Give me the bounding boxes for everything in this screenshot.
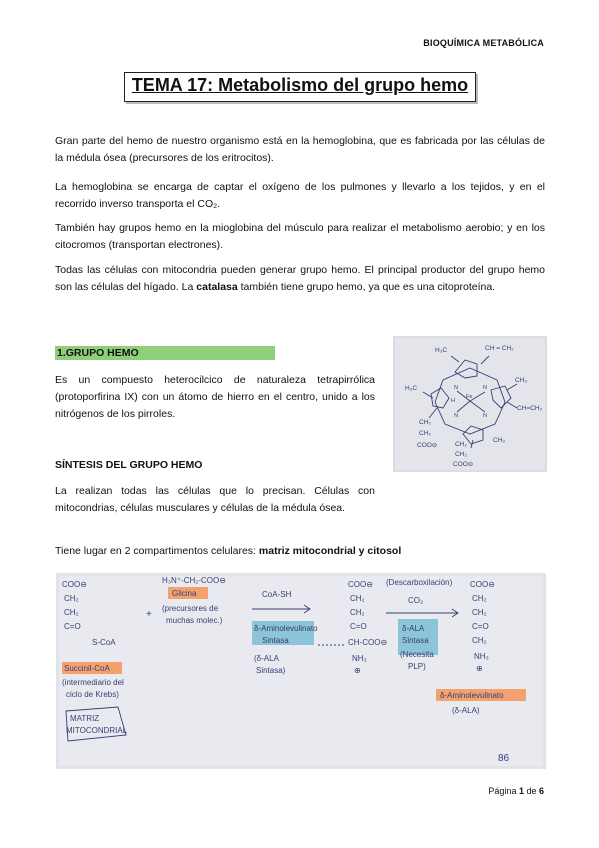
succinyl-line-2: CH₂	[64, 594, 79, 603]
intro-paragraph-4	[55, 262, 545, 296]
label-coo-a: COO⊖	[417, 442, 438, 449]
compartments-text	[55, 543, 545, 560]
page-title: TEMA 17: Metabolismo del grupo hemo	[131, 75, 469, 95]
compartments-prefix: Tiene lugar en 2 compartimentos celulares:	[55, 545, 259, 557]
glycine-name: Glicina	[172, 589, 197, 598]
succinyl-line-1: COO⊖	[62, 580, 87, 589]
intermediate-line-3: CH₂	[350, 608, 365, 617]
section-text: Es un compuesto heterocilcico de naturaleza tetrapirrólica (protoporfirina IX) con un átomo de hierro en el centro, unido a los nitrógenos de los pirroles.	[55, 374, 375, 420]
section-title: 1.GRUPO HEMO	[57, 347, 139, 359]
label-h: H	[451, 398, 455, 404]
label-vinyl-top: CH = CH₂	[485, 345, 514, 352]
footer-prefix: Página	[488, 786, 519, 796]
glycine-note-2: muchas molec.)	[166, 616, 223, 625]
label-ch2-a: CH₂	[419, 419, 431, 426]
coa-sh-label: CoA-SH	[262, 590, 292, 599]
glycine-note-1: (precursores de	[162, 604, 219, 613]
label-n3: N	[454, 413, 458, 419]
label-vinyl-right: CH=CH₂	[517, 405, 543, 412]
intro-text-a: Todas las células con mitocondria pueden generar grupo hemo. El principal productor del grupo hemo son las células del hígado. La	[55, 264, 545, 293]
product-line-3: CH₂	[472, 608, 487, 617]
enzyme2-note-1: (Necesita	[400, 650, 434, 659]
intro-text-b: también tiene grupo hemo, ya que es una citoproteína.	[237, 281, 496, 293]
header-subject: BIOQUÍMICA METABÓLICA	[423, 38, 544, 48]
succinyl-line-5: S-CoA	[92, 638, 116, 647]
label-n2: N	[483, 385, 487, 391]
enzyme1-abbr-2: Sintasa)	[256, 666, 286, 675]
synthesis-pathway-image	[56, 573, 546, 769]
label-ch3-right: CH₃	[515, 377, 528, 384]
synthesis-text: La realizan todas las células que lo precisan. Células con mitocondrias, células musculares y células de la médula ósea.	[55, 485, 375, 514]
label-ch2-c: CH₂	[455, 441, 467, 448]
label-n1: N	[454, 385, 458, 391]
intermediate-line-2: CH₂	[350, 594, 365, 603]
product-line-6: NH₃	[474, 652, 489, 661]
footer-current: 1	[518, 786, 524, 796]
footer-middle: de	[523, 786, 539, 796]
page-number-sketch: 86	[498, 753, 510, 764]
footer-total: 6	[538, 786, 544, 796]
succinyl-note-1: (intermediario del	[62, 678, 124, 687]
label-ch2-d: CH₂	[455, 451, 467, 458]
product-abbr: (δ-ALA)	[452, 706, 480, 715]
plus-sign: +	[146, 609, 152, 620]
paper-inner	[395, 338, 545, 470]
co2-label: CO₂	[408, 596, 424, 605]
succinyl-name: Succinil-CoA	[64, 664, 110, 673]
label-n4: N	[483, 413, 487, 419]
compartment-line-1: MATRIZ	[70, 714, 100, 723]
intro-paragraph-2: La hemoglobina se encarga de captar el oxígeno de los pulmones y llevarlo a los tejidos, y en el recorrido inverso transporta el CO₂.	[55, 181, 545, 210]
product-line-4: C=O	[472, 622, 489, 631]
paper-inner-2	[59, 576, 543, 766]
label-ch3-bottom: CH₃	[493, 437, 506, 444]
product-line-2: CH₂	[472, 594, 487, 603]
enzyme2-line-2: Sintasa	[402, 636, 429, 645]
enzyme2-line-1: δ-ALA	[402, 624, 425, 633]
enzyme2-note-2: PLP)	[408, 662, 426, 671]
intermediate-line-4: C=O	[350, 622, 367, 631]
compartments-bold: matriz mitocondrial y citosol	[258, 545, 402, 557]
product-line-5: CH₂	[472, 636, 487, 645]
catalasa-term: catalasa	[196, 281, 238, 293]
product-line-7: ⊕	[476, 664, 483, 673]
intro-paragraph-3: También hay grupos hemo en la mioglobina del músculo para realizar el metabolismo aerobio; y en los citocromos (transportan electrones).	[55, 222, 545, 251]
decarboxylation-label: (Descarboxilación)	[386, 578, 453, 587]
glycine-formula: H₃N⁺-CH₂-COO⊖	[162, 576, 226, 585]
label-h3c-left: H₃C	[405, 385, 418, 392]
enzyme1-abbr-1: (δ-ALA	[254, 654, 279, 663]
synthesis-title: SÍNTESIS DEL GRUPO HEMO	[55, 459, 203, 471]
label-ch2-b: CH₂	[419, 430, 431, 437]
intermediate-line-5: CH-COO⊖	[348, 638, 388, 647]
succinyl-note-2: ciclo de Krebs)	[66, 690, 119, 699]
succinyl-line-4: C=O	[64, 622, 81, 631]
heme-structure-image	[393, 336, 547, 472]
intermediate-line-7: ⊕	[354, 666, 361, 675]
product-line-1: COO⊖	[470, 580, 495, 589]
label-h3c-top: H₃C	[435, 347, 448, 354]
label-coo-b: COO⊖	[453, 461, 474, 468]
intro-paragraph-1: Gran parte del hemo de nuestro organismo está en la hemoglobina, que es fabricada por las células de la médula ósea (precursores de los eritrocitos).	[55, 135, 545, 164]
compartment-line-2: MITOCONDRIAL	[66, 726, 128, 735]
label-fe: Fe	[466, 394, 473, 400]
enzyme1-line-2: Sintasa	[262, 636, 289, 645]
product-name: δ-Aminolevulinato	[440, 691, 504, 700]
title-box	[124, 72, 476, 102]
succinyl-line-3: CH₂	[64, 608, 79, 617]
enzyme1-line-1: δ-Aminolevulinato	[254, 624, 318, 633]
intermediate-line-1: COO⊖	[348, 580, 373, 589]
page-footer	[488, 786, 544, 796]
intermediate-line-6: NH₃	[352, 654, 367, 663]
